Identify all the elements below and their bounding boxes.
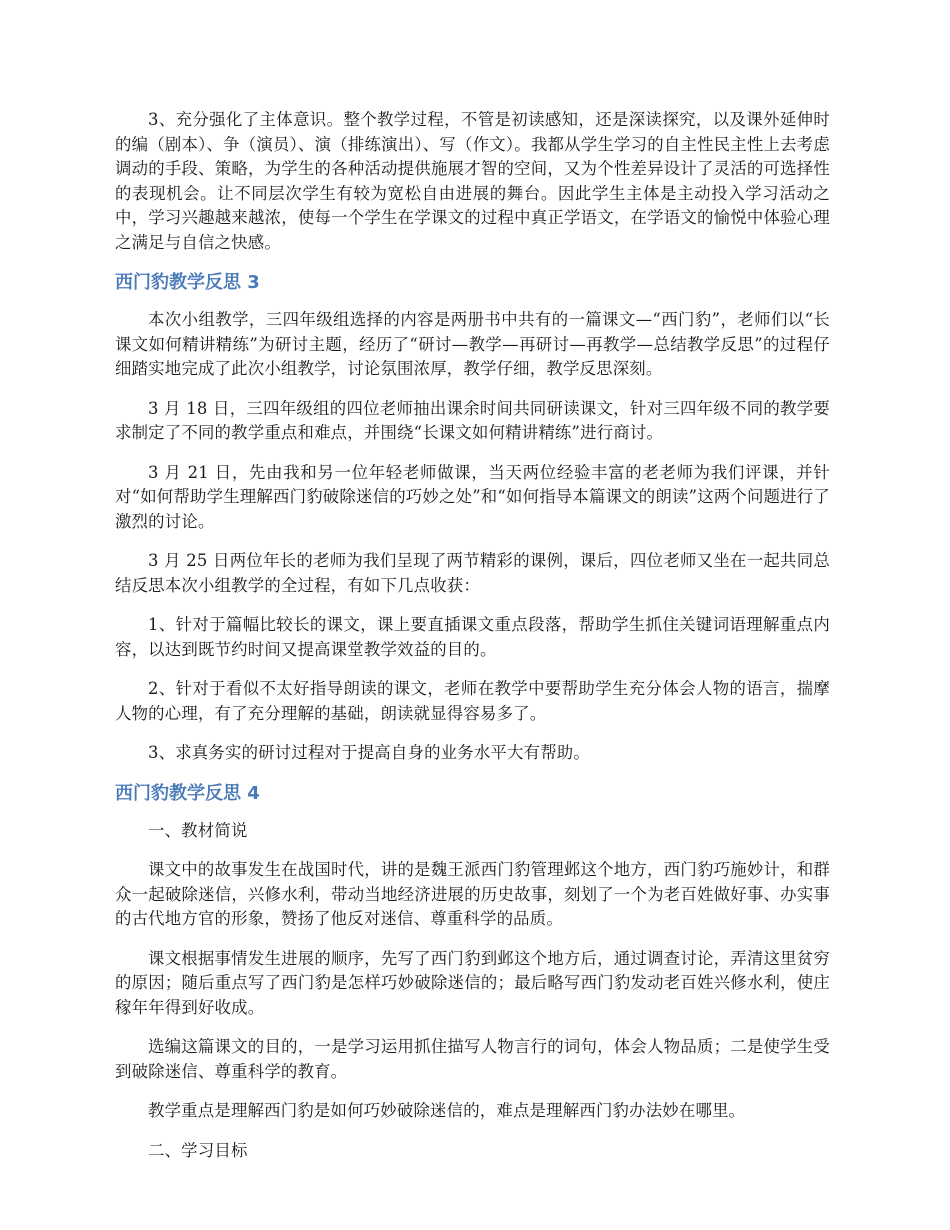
paragraph: 课文中的故事发生在战国时代，讲的是魏王派西门豹管理邺这个地方，西门豹巧施妙计，和群众一起破除迷信，兴修水利，带动当地经济进展的历史故事，刻划了一个为老百姓做好事、办实事的古代地方官的形象，赞扬了他反对迷信、尊重科学的品质。 — [115, 860, 830, 928]
section-heading: 西门豹教学反思 4 — [115, 782, 260, 804]
paragraph: 1、针对于篇幅比较长的课文，课上要直插课文重点段落，帮助学生抓住关键词语理解重点内容，以达到既节约时间又提高课堂教学效益的目的。 — [115, 615, 830, 659]
paragraph: 3 月 21 日，先由我和另一位年轻老师做课，当天两位经验丰富的老老师为我们评课，并针对“如何帮助学生理解西门豹破除迷信的巧妙之处”和“如何指导本篇课文的朗读”这两个问题进行了激烈的讨论。 — [115, 462, 830, 531]
subheading: 二、学习目标 — [148, 1140, 248, 1160]
paragraph: 课文根据事情发生进展的顺序，先写了西门豹到邺这个地方后，通过调查讨论，弄清这里贫穷的原因；随后重点写了西门豹是怎样巧妙破除迷信的；最后略写西门豹发动老百姓兴修水利，使庄稼年年得到好收成。 — [115, 948, 830, 1017]
document-body — [115, 108, 830, 1178]
paragraph: 本次小组教学，三四年级组选择的内容是两册书中共有的一篇课文—“西门豹”，老师们以“长课文如何精讲精练”为研讨主题，经历了“研讨—教学—再研讨—再教学—总结教学反思”的过程仔细踏实地完成了此次小组教学，讨论氛围浓厚，教学仔细，教学反思深刻。 — [115, 310, 830, 378]
paragraph: 3、求真务实的研讨过程对于提高自身的业务水平大有帮助。 — [148, 743, 590, 762]
paragraph: 教学重点是理解西门豹是如何巧妙破除迷信的，难点是理解西门豹办法妙在哪里。 — [148, 1101, 746, 1120]
paragraph: 2、针对于看似不太好指导朗读的课文，老师在教学中要帮助学生充分体会人物的语言，揣摩人物的心理，有了充分理解的基础，朗读就显得容易多了。 — [115, 679, 830, 723]
paragraph: 选编这篇课文的目的，一是学习运用抓住描写人物言行的词句，体会人物品质；二是使学生受到破除迷信、尊重科学的教育。 — [115, 1037, 830, 1081]
section-heading: 西门豹教学反思 3 — [115, 272, 260, 293]
paragraph: 3 月 18 日，三四年级组的四位老师抽出课余时间共同研读课文，针对三四年级不同的教学要求制定了不同的教学重点和难点，并围绕“长课文如何精讲精练”进行商讨。 — [115, 398, 830, 442]
subheading: 一、教材简说 — [148, 820, 248, 840]
paragraph: 3、充分强化了主体意识。整个教学过程，不管是初读感知，还是深读探究，以及课外延伸时的编（剧本）、争（演员）、演（排练演出）、写（作文）。我都从学生学习的自主性民主性上去考虑调动的手段、策略，为学生的各种活动提供施展才智的空间，又为个性差异设计了灵活的可选择性的表现机会。让不同层次学生有较为宽松自由进展的舞台。因此学生主体是主动投入学习活动之中，学习兴趣越来越浓，使每一个学生在学课文的过程中真正学语文，在学语文的愉悦中体验心理之满足与自信之快感。 — [115, 110, 830, 252]
paragraph: 3 月 25 日两位年长的老师为我们呈现了两节精彩的课例，课后，四位老师又坐在一起共同总结反思本次小组教学的全过程，有如下几点收获： — [115, 551, 830, 595]
